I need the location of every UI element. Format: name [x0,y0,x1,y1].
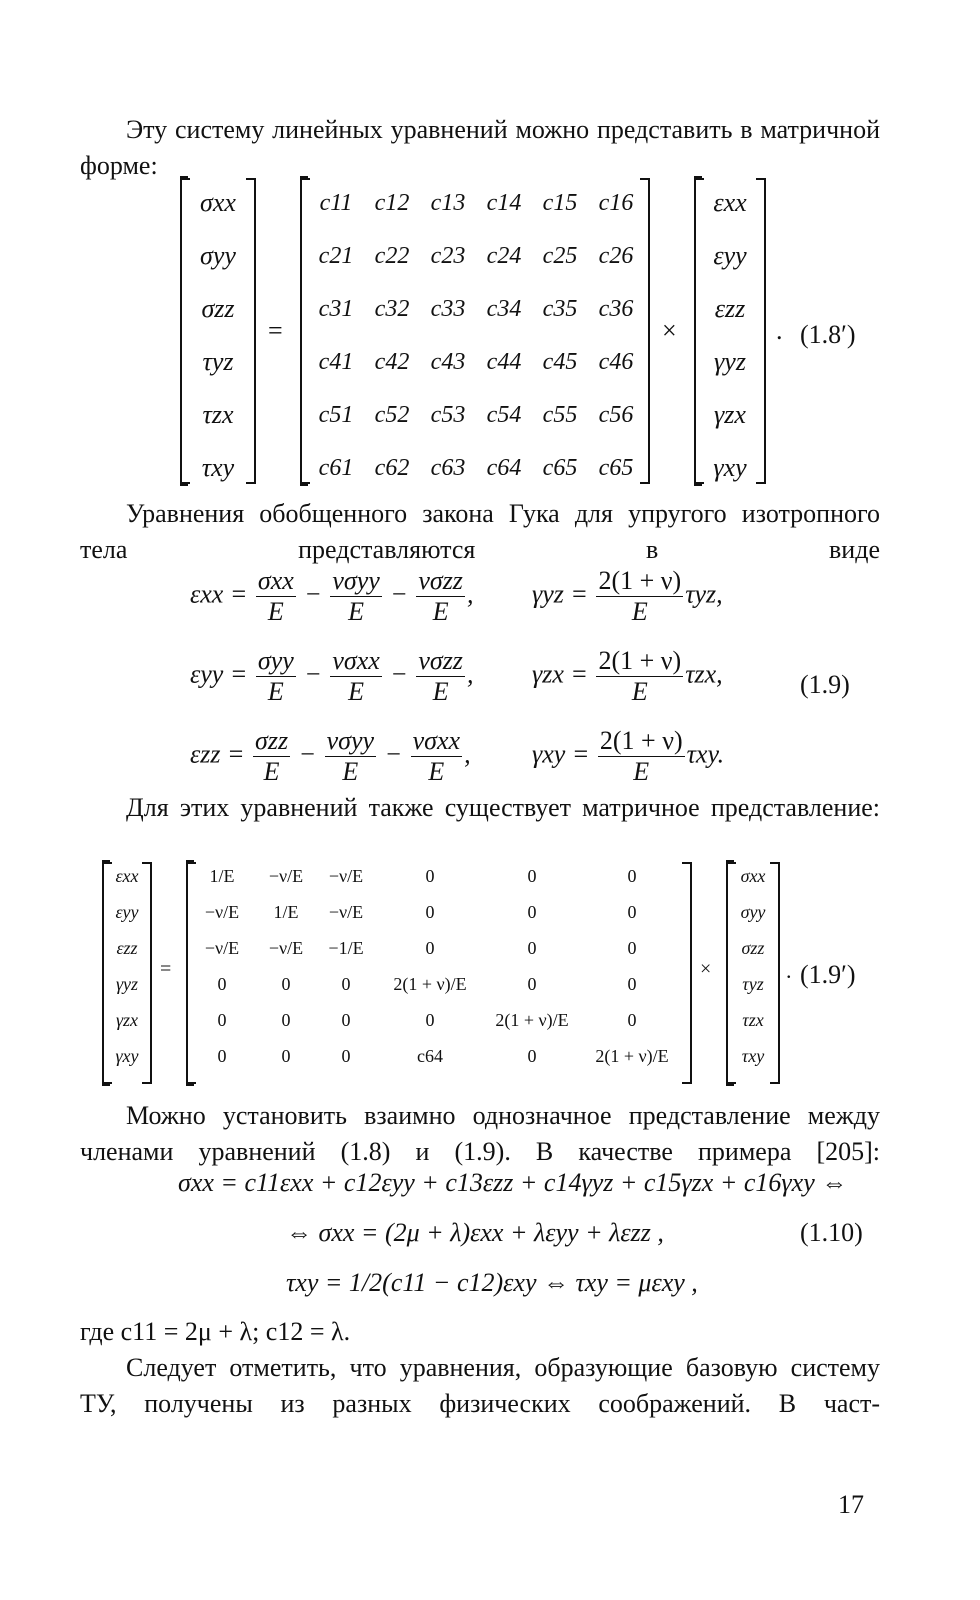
compliance-coefficient: c64 [417,1046,443,1066]
strain-lhs: εxx = [190,579,248,609]
equation-number-1-9: (1.9) [800,670,850,699]
strain-component: εzz [116,938,138,958]
hooke-normal-strain-equation: εyy = $\frac{\text{σyy}}{E}$ − $\frac{\text{νσxx}}{E}$ − $\frac{\text{νσzz}}{E}$ , [190,646,474,706]
strain-component: γyz [115,974,139,994]
stiffness-coefficient: c12 [374,190,410,216]
equals-sign: = [268,316,283,345]
stiffness-coefficient: c62 [374,455,410,481]
compliance-coefficient: 0 [527,974,537,994]
stiffness-coefficient: c14 [486,190,522,216]
fraction-term-3: $\frac{\text{νσxx}}{E}$ [412,726,461,786]
stiffness-coefficient: c56 [598,402,634,428]
stiffness-coefficient: c21 [318,243,354,269]
strain-component: γyz [714,347,746,376]
compliance-coefficient: 0 [217,1010,227,1030]
stiffness-coefficient: c35 [542,296,578,322]
stiffness-matrix [300,178,650,484]
compliance-coefficient: 0 [627,902,637,922]
hooke-normal-strain-equation: εxx = $\frac{\text{σxx}}{E}$ − $\frac{\text{νσyy}}{E}$ − $\frac{\text{νσzz}}{E}$ , [190,566,474,626]
stress-component: τzx [742,1010,764,1030]
compliance-coefficient: −ν/E [268,866,304,886]
lhs-vector-stress [180,178,256,484]
times-sign: × [662,316,677,345]
paragraph-where: где c11 = 2μ + λ; c12 = λ. [80,1317,351,1346]
equation-number-1-10: (1.10) [800,1218,863,1247]
stiffness-coefficient: c44 [486,349,522,375]
stress-component: σxx [740,866,766,886]
stiffness-coefficient: c41 [318,349,354,375]
strain-component: εxx [115,866,139,886]
hooke-shear-strain-equation [532,566,723,627]
equation-1-10-line-1: σxx = c11εxx + c12εyy + c13εzz + c14γyz + c15γzx + c16γxy ⇔ [178,1168,848,1197]
strain-component: εxx [713,188,747,217]
compliance-coefficient: 0 [627,938,637,958]
fraction-term-1: $\frac{\text{σyy}}{E}$ [257,646,294,706]
stiffness-coefficient: c52 [374,402,410,428]
stiffness-coefficient: c26 [598,243,634,269]
stiffness-coefficient: c65 [598,455,634,481]
times-sign-2: × [700,958,712,980]
stiffness-coefficient: c54 [486,402,522,428]
shear-stress: τzx [685,659,717,689]
compliance-coefficient: 2(1 + ν)/E [495,1010,569,1030]
stiffness-coefficient: c11 [319,190,353,216]
stress-component: σyy [200,241,236,270]
stiffness-coefficient: c13 [430,190,466,216]
shear-lhs: γxy = [532,739,590,769]
fraction-term-1: $\frac{\text{σzz}}{E}$ [255,726,289,786]
compliance-coefficient: 1/E [209,866,235,886]
stiffness-coefficient: c23 [430,243,466,269]
rhs-vector-stress-2 [726,862,780,1084]
strain-component: εyy [115,902,139,922]
compliance-coefficient: 0 [341,1046,351,1066]
stiffness-coefficient: c32 [374,296,410,322]
stress-component: σxx [200,188,236,217]
compliance-coefficient: 0 [627,1010,637,1030]
stiffness-coefficient: c25 [542,243,578,269]
stress-component: τzx [202,400,234,429]
compliance-coefficient: −ν/E [204,938,240,958]
stiffness-coefficient: c24 [486,243,522,269]
compliance-coefficient: 0 [425,1010,435,1030]
punct: , [716,659,723,689]
strain-lhs: εyy = [190,659,248,689]
stiffness-coefficient: c42 [374,349,410,375]
shear-stress: τyz [685,579,717,609]
stiffness-coefficient: c55 [542,402,578,428]
compliance-coefficient: 0 [341,1010,351,1030]
paragraph-correspondence: Можно установить взаимно однозначное представление между членами уравнений (1.8) и (1.9). В качестве примера [205]: [80,1101,880,1166]
compliance-coefficient: 0 [527,902,537,922]
paragraph-note: Следует отметить, что уравнения, образующие базовую систему ТУ, получены из разных физических соображений. В част- [80,1353,880,1418]
compliance-coefficient: −ν/E [328,902,364,922]
lhs-vector-strain-2 [102,862,152,1084]
compliance-coefficient: 0 [217,974,227,994]
compliance-coefficient: 0 [627,974,637,994]
stiffness-coefficient: c22 [374,243,410,269]
stiffness-coefficient: c46 [598,349,634,375]
strain-component: γxy [115,1046,139,1066]
shear-lhs: γzx = [532,659,588,689]
compliance-coefficient: −ν/E [204,902,240,922]
stiffness-coefficient: c34 [486,296,522,322]
page-number: 17 [838,1490,864,1519]
compliance-coefficient: −ν/E [268,938,304,958]
compliance-coefficient: 0 [281,1010,291,1030]
compliance-coefficient: 0 [527,938,537,958]
stiffness-coefficient: c51 [318,402,354,428]
compliance-coefficient: 0 [425,902,435,922]
hooke-shear-strain-equation [532,646,723,707]
shear-fraction: $\frac{2(1 + \nu)}{E}$ [599,726,683,786]
strain-component: γxy [713,453,747,482]
fraction-term-2: $\frac{\text{νσyy}}{E}$ [332,566,380,626]
strain-component: γzx [115,1010,139,1030]
equation-1-10-line-3: τxy = 1/2(c11 − c12)εxy ⇔ τxy = μεxy , [286,1268,698,1297]
hooke-normal-strain-equation: εzz = $\frac{\text{σzz}}{E}$ − $\frac{\text{νσyy}}{E}$ − $\frac{\text{νσxx}}{E}$ , [190,726,471,786]
equals-sign-2: = [160,958,172,980]
shear-fraction: $\frac{2(1 + \nu)}{E}$ [598,566,682,626]
compliance-coefficient: 0 [425,938,435,958]
compliance-coefficient: 2(1 + ν)/E [595,1046,669,1066]
stiffness-coefficient: c33 [430,296,466,322]
stiffness-coefficient: c31 [318,296,354,322]
stiffness-coefficient: c65 [542,455,578,481]
stress-component: τyz [202,347,234,376]
strain-component: εzz [714,294,746,323]
compliance-coefficient: 0 [341,974,351,994]
strain-lhs: εzz = [190,739,245,769]
stiffness-coefficient: c45 [542,349,578,375]
shear-lhs: γyz = [532,579,588,609]
stiffness-coefficient: c15 [542,190,578,216]
paragraph-hooke: Уравнения обобщенного закона Гука для упругого изотропного тела представляются в виде [80,499,880,564]
fraction-term-3: $\frac{\text{νσzz}}{E}$ [418,566,463,626]
stress-component: τxy [201,453,235,482]
rhs-vector-strain [694,178,766,484]
fraction-term-2: $\frac{\text{νσxx}}{E}$ [332,646,380,706]
fraction-term-1: $\frac{\text{σxx}}{E}$ [257,566,294,626]
punct: . [717,739,725,769]
compliance-coefficient: 0 [627,866,637,886]
shear-stress: τxy [686,739,718,769]
stiffness-coefficient: c61 [318,455,354,481]
stress-component: τxy [741,1046,765,1066]
stress-component: σyy [740,902,766,922]
stress-component: σzz [741,938,765,958]
compliance-coefficient: 0 [425,866,435,886]
strain-component: γzx [714,400,746,429]
compliance-coefficient: 0 [281,974,291,994]
stiffness-coefficient: c63 [430,455,466,481]
shear-fraction: $\frac{2(1 + \nu)}{E}$ [598,646,682,706]
punct: , [716,579,723,609]
compliance-coefficient: 0 [217,1046,227,1066]
compliance-coefficient: −ν/E [328,866,364,886]
stiffness-coefficient: c16 [598,190,634,216]
compliance-coefficient: 0 [527,1046,537,1066]
stiffness-coefficient: c36 [598,296,634,322]
paragraph-intro: Эту систему линейных уравнений можно представить в матричной форме: [80,115,880,180]
stress-component: τyz [742,974,764,994]
compliance-coefficient: 2(1 + ν)/E [393,974,467,994]
compliance-coefficient: −1/E [328,938,364,958]
strain-component: εyy [713,241,747,270]
stiffness-coefficient: c53 [430,402,466,428]
hooke-shear-strain-equation [532,726,724,787]
compliance-coefficient: 0 [527,866,537,886]
stress-component: σzz [201,294,235,323]
period: . [776,316,783,345]
equation-number-1-9-prime: (1.9′) [800,960,856,989]
equation-number-1-8-prime: (1.8′) [800,320,856,349]
stiffness-coefficient: c64 [486,455,522,481]
compliance-coefficient: 0 [281,1046,291,1066]
period-2: . [786,958,792,983]
equation-1-10-line-2: ⇔ σxx = (2μ + λ)εxx + λεyy + λεzz , [286,1218,664,1247]
paragraph-matrix-form: Для этих уравнений также существует матричное представление: [126,793,880,822]
stiffness-coefficient: c43 [430,349,466,375]
fraction-term-2: $\frac{\text{νσyy}}{E}$ [326,726,375,786]
fraction-term-3: $\frac{\text{νσzz}}{E}$ [418,646,463,706]
compliance-coefficient: 1/E [273,902,299,922]
compliance-matrix [186,862,692,1084]
